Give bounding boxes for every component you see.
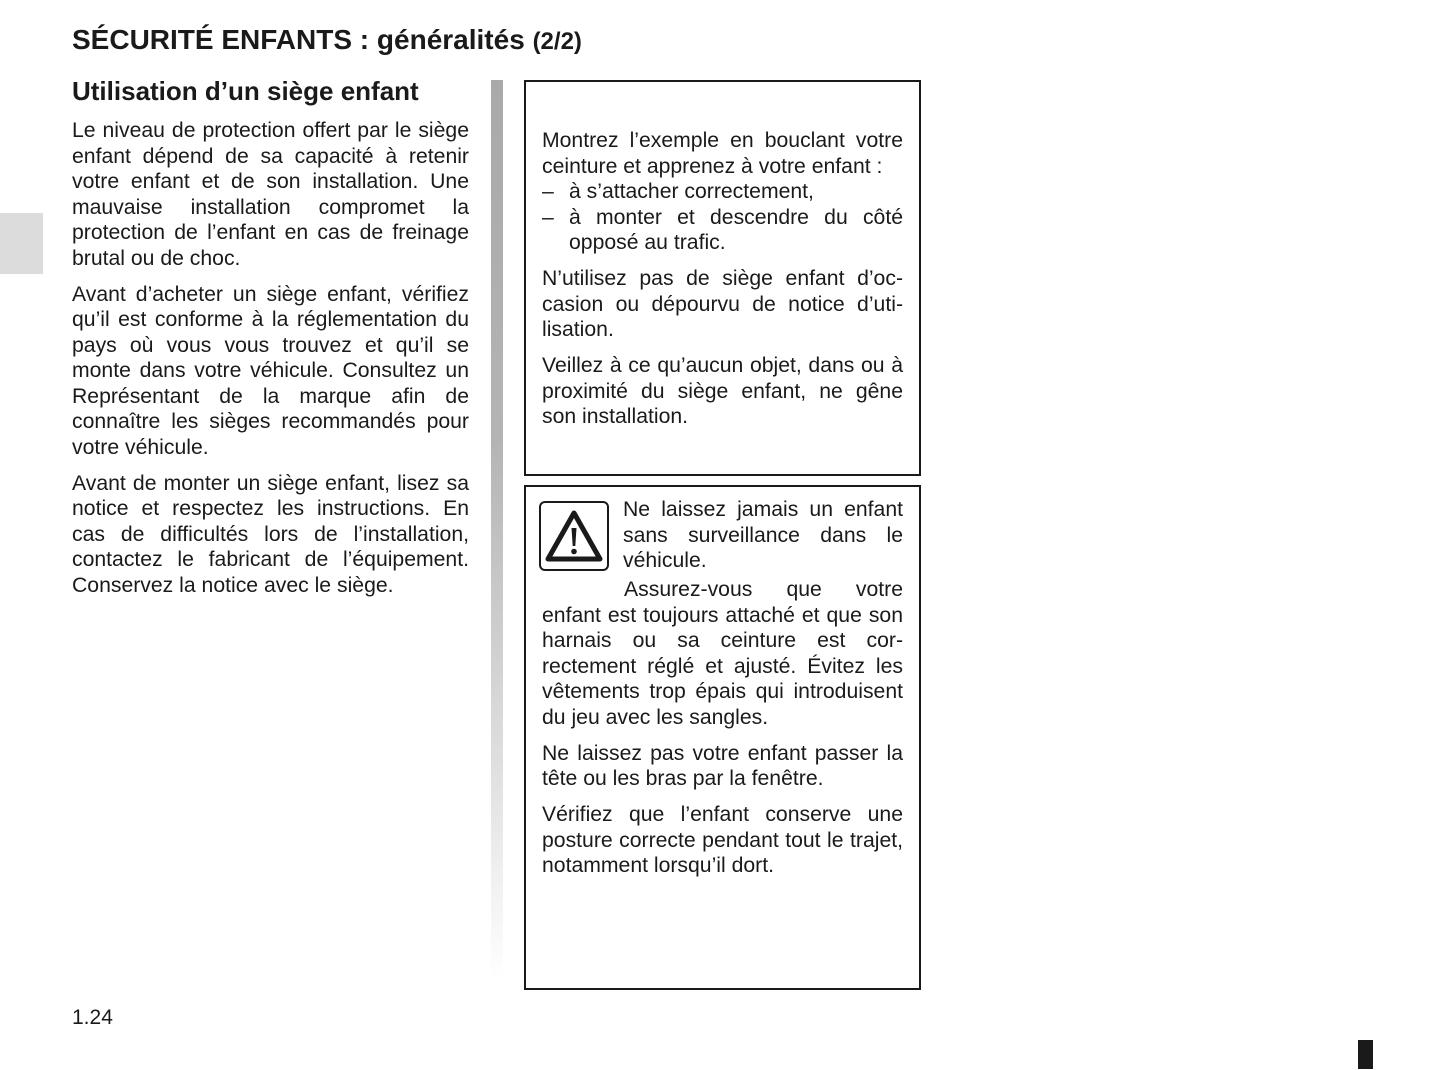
page-title-main: SÉCURITÉ ENFANTS : — [72, 24, 370, 55]
left-column — [72, 74, 469, 609]
page-title — [72, 24, 582, 56]
warning-header — [542, 497, 903, 575]
page-title-part: (2/2) — [532, 28, 582, 55]
page-number: 1.24 — [72, 1006, 113, 1029]
dash-bullet: – — [542, 205, 554, 229]
paragraph: Avant de monter un siège enfant, lisez sa notice et respectez les instructions. En cas de difficultés lors de l’installation, contactez le fabricant de l’équipement. Conservez la notice avec le siège. — [72, 471, 469, 597]
list-item — [542, 205, 903, 256]
paragraph: Le niveau de protection offert par le siège enfant dépend de sa capacité à retenir votre enfant et de son installation. Une mauvaise installation compromet la protection de l’enfant en cas de freinage brutal ou de choc. — [72, 119, 469, 270]
page-edge-marker — [1358, 1040, 1373, 1069]
warning-triangle-icon — [539, 501, 609, 571]
section-heading: Utilisation d’un siège enfant — [72, 76, 419, 106]
paragraph: Avant d’acheter un siège enfant, vérifiez qu’il est conforme à la réglementation du pays où vous vous trouvez et qu’il se monte dans votre véhicule. Consultez un Représentant de la marque afin de connaître les sièges recommandés pour votre véhicule. — [72, 282, 469, 459]
info-box — [524, 80, 921, 476]
paragraph: Vérifiez que l’enfant conserve une posture correcte pendant tout le trajet, notamment lorsqu’il dort. — [542, 803, 903, 877]
dash-bullet: – — [542, 180, 554, 203]
paragraph: N’utilisez pas de siège enfant d’occasion ou dépourvu de notice d’utilisation. — [542, 267, 903, 341]
paragraph: Veillez à ce qu’aucun objet, dans ou à proximité du siège enfant, ne gêne son installation. — [542, 354, 903, 428]
list-item-text: à s’attacher correctement, — [569, 180, 814, 203]
info-list — [542, 179, 903, 256]
page-title-sub: généralités — [376, 24, 525, 55]
paragraph: Ne laissez pas votre enfant passer la tête ou les bras par la fenêtre. — [542, 741, 903, 790]
list-item-text: à monter et descendre du côté opposé au trafic. — [569, 205, 903, 254]
warning-first-text: Ne laissez jamais un enfant sans surveillance dans le véhicule. — [623, 498, 903, 572]
warning-box — [524, 485, 921, 990]
column-divider-bar — [491, 80, 503, 980]
info-intro: Montrez l’exemple en bouclant votre ceinture et apprenez à votre enfant : — [542, 129, 903, 178]
chapter-side-tab — [0, 213, 43, 274]
list-item — [542, 179, 903, 205]
paragraph: Assurez-vous que votre enfant est toujours attaché et que son harnais ou sa ceinture est correctement réglé et ajusté. Évitez les vêtements trop épais qui introduisent du jeu avec les sangles. — [542, 578, 903, 729]
